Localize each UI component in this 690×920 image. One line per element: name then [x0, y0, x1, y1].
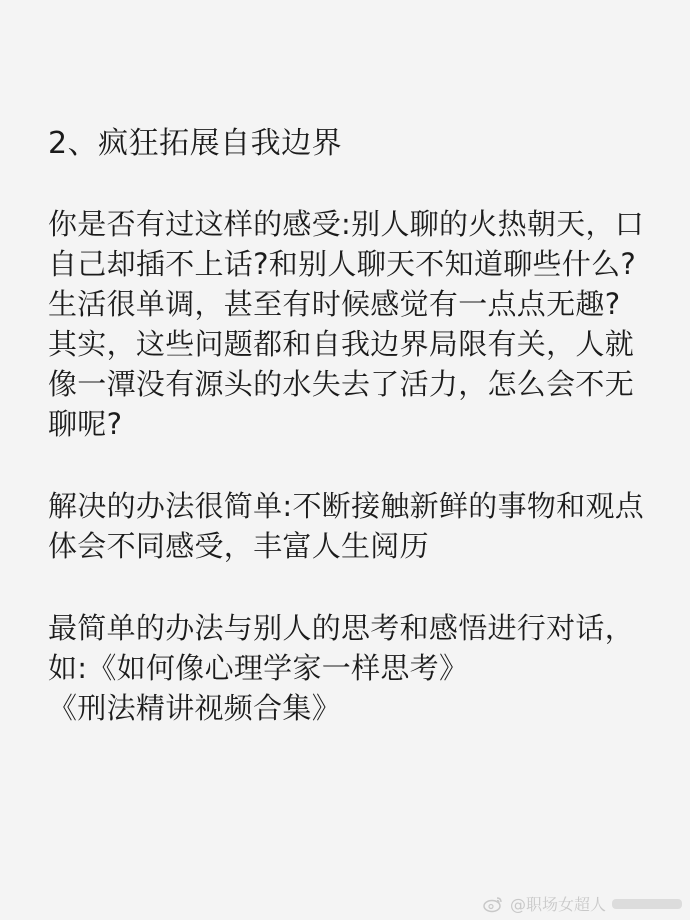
blurred-text	[612, 899, 682, 909]
paragraph-line: 像一潭没有源头的水失去了活力，怎么会不无	[48, 367, 635, 401]
section-heading: 2、疯狂拓展自我边界	[48, 126, 343, 161]
paragraph-line: 《刑法精讲视频合集》	[48, 691, 342, 725]
article	[48, 118, 658, 770]
paragraph-2	[48, 486, 658, 566]
watermark-handle: @职场女超人	[509, 895, 606, 914]
paragraph-line: 如:《如何像心理学家一样思考》	[48, 651, 469, 685]
paragraph-line: 其实，这些问题都和自我边界局限有关，人就	[48, 327, 635, 361]
paragraph-1	[48, 204, 658, 444]
paragraph-line: 最简单的办法与别人的思考和感悟进行对话，	[48, 611, 635, 645]
paragraph-line: 聊呢?	[48, 407, 123, 441]
paragraph-line: 解决的办法很简单:不断接触新鲜的事物和观点	[48, 489, 645, 523]
weibo-logo-icon	[482, 895, 504, 913]
paragraph-3	[48, 608, 658, 728]
paragraph-line: 你是否有过这样的感受:别人聊的火热朝天，口	[48, 207, 645, 241]
paragraph-line: 体会不同感受，丰富人生阅历	[48, 529, 429, 563]
weibo-watermark	[482, 892, 682, 915]
paragraph-line: 生活很单调，甚至有时候感觉有一点点无趣?	[48, 287, 621, 321]
paragraph-line: 自己却插不上话?和别人聊天不知道聊些什么?	[48, 247, 637, 281]
